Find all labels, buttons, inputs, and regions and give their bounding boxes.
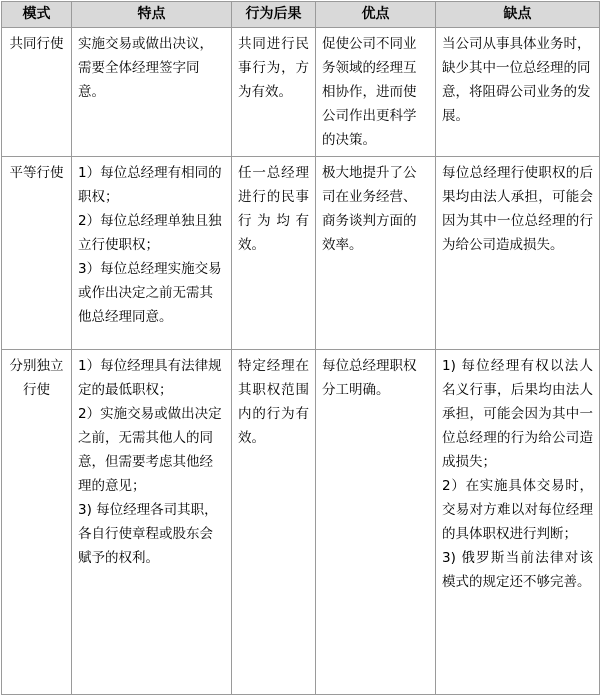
table-row: [2, 157, 600, 350]
governance-modes-table: [1, 1, 600, 695]
features-cell: [72, 157, 232, 350]
header-advantages: 优点: [316, 2, 436, 28]
advantages-cell: 极大地提升了公司在业务经营、商务谈判方面的效率。: [316, 157, 436, 350]
advantages-cell: 每位总经理职权分工明确。: [316, 350, 436, 695]
mode-cell: 分别独立行使: [2, 350, 72, 695]
disadvantages-line: 当公司从事具体业务时，缺少其中一位总经理的同意，将阻碍公司业务的发展。: [442, 36, 591, 124]
features-cell: [72, 350, 232, 695]
disadvantages-line: 每位总经理行使职权的后果均由法人承担，可能会因为其中一位总经理的行为给公司造成损失。: [442, 165, 593, 253]
features-line: 2）每位总经理单独且独立行使职权；: [78, 213, 222, 253]
header-row: [2, 2, 600, 28]
features-line: 3) 每位经理各司其职，各自行使章程或股东会赋予的权利。: [78, 502, 218, 566]
disadvantages-cell: [436, 28, 600, 157]
mode-cell: 平等行使: [2, 157, 72, 350]
disadvantages-cell: [436, 157, 600, 350]
disadvantages-cell: [436, 350, 600, 695]
features-line: 1）每位经理具有法律规定的最低职权；: [78, 358, 222, 398]
advantages-cell: 促使公司不同业务领域的经理互相协作，进而使公司作出更科学的决策。: [316, 28, 436, 157]
features-cell: [72, 28, 232, 157]
disadvantages-line: 3) 俄罗斯当前法律对该模式的规定还不够完善。: [442, 550, 593, 590]
header-disadvantages: 缺点: [436, 2, 600, 28]
consequence-cell: 共同进行民事行为，方为有效。: [232, 28, 316, 157]
table-row: [2, 28, 600, 157]
features-line: 1）每位总经理有相同的职权；: [78, 165, 222, 205]
consequence-cell: 任一总经理进行的民事行为均有效。: [232, 157, 316, 350]
header-consequence: 行为后果: [232, 2, 316, 28]
consequence-cell: 特定经理在其职权范围内的行为有效。: [232, 350, 316, 695]
table-row: [2, 350, 600, 695]
features-line: 3）每位总经理实施交易或作出决定之前无需其他总经理同意。: [78, 261, 222, 325]
disadvantages-line: 1) 每位经理有权以法人名义行事，后果均由法人承担，可能会因为其中一位总经理的行为给公司造成损失；: [442, 358, 593, 470]
disadvantages-line: 2）在实施具体交易时，交易对方难以对每位经理的具体职权进行判断；: [442, 478, 593, 542]
features-line: 2）实施交易或做出决定之前，无需其他人的同意，但需要考虑其他经理的意见；: [78, 406, 222, 494]
features-line: 实施交易或做出决议，需要全体经理签字同意。: [78, 36, 213, 100]
header-mode: 模式: [2, 2, 72, 28]
header-features: 特点: [72, 2, 232, 28]
mode-cell: 共同行使: [2, 28, 72, 157]
